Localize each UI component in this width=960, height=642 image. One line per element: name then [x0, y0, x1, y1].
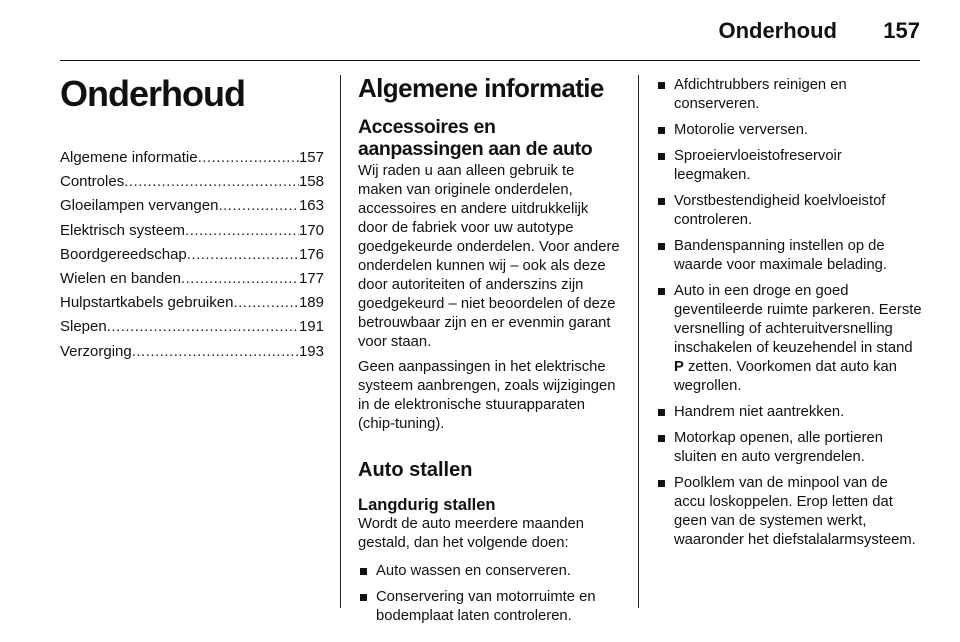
- toc-label: Algemene informatie: [60, 149, 198, 166]
- storage-list-b: [656, 76, 922, 550]
- toc-label: Hulpstartkabels gebruiken: [60, 294, 234, 312]
- storage-subtitle: Langdurig stallen: [358, 496, 496, 514]
- toc-item[interactable]: [60, 267, 324, 291]
- toc-column: [60, 72, 324, 364]
- toc-item[interactable]: [60, 243, 324, 267]
- toc-item[interactable]: [60, 194, 324, 218]
- chapter-title: Onderhoud: [60, 73, 245, 114]
- column-divider-1: [340, 75, 341, 608]
- text-column-2: [358, 72, 622, 633]
- list-item-text: Conservering van motorruimte en bodemplaat laten controleren.: [376, 589, 596, 624]
- toc-page: 170: [298, 221, 324, 239]
- toc-dots: [218, 194, 299, 218]
- page-number: 157: [883, 18, 920, 43]
- toc-page: 158: [298, 173, 324, 191]
- toc-label: Boordgereedschap: [60, 245, 187, 263]
- toc-label: Verzorging: [60, 342, 132, 360]
- list-item: [358, 562, 622, 581]
- list-item-text: Sproeiervloeistofreservoir leegmaken.: [674, 148, 842, 183]
- list-item-text: Auto wassen en conserveren.: [376, 563, 571, 579]
- list-item: [656, 237, 922, 275]
- toc-label: Gloeilampen vervangen: [60, 197, 219, 215]
- list-item: [656, 429, 922, 467]
- storage-title: Auto stallen: [358, 459, 473, 481]
- bullet-square-icon: [360, 594, 367, 601]
- list-item-text: Afdichtrubbers reinigen en conserveren.: [674, 77, 847, 112]
- storage-intro: Wordt de auto meerdere maanden gestald, dan het volgende doen:: [358, 516, 584, 551]
- toc-dots: [198, 146, 299, 170]
- toc-label: Controles: [60, 173, 125, 191]
- bullet-square-icon: [658, 288, 665, 295]
- paragraph: Wij raden u aan alleen gebruik te maken van originele onderdelen, accessoires en andere uitdrukkelijk door de fabriek voor uw autotype goedgekeurde onderdelen. Voor andere onderdelen kunnen wij – ook als deze door autoriteiten of anderszins zijn goedgekeurd – niet beoordelen of deze betrouwbaar zijn en er evenmin garant voor staan.: [358, 163, 620, 350]
- toc-dots: [181, 267, 299, 291]
- toc-item[interactable]: [60, 291, 324, 315]
- table-of-contents: [60, 146, 324, 364]
- toc-page: 157: [298, 149, 324, 166]
- list-item-text: Poolklem van de minpool van de accu loskoppelen. Erop letten dat geen van de systemen werkt, waaronder het diefstalalarmsysteem.: [674, 475, 916, 548]
- toc-label: Slepen: [60, 318, 107, 336]
- toc-page: 189: [298, 294, 324, 312]
- toc-dots: [185, 219, 299, 243]
- text-column-3: [656, 76, 922, 557]
- list-item: [656, 147, 922, 185]
- list-item-text: Vorstbestendigheid koelvloeistof controleren.: [674, 193, 886, 228]
- header-rule: [60, 60, 920, 61]
- bullet-square-icon: [658, 198, 665, 205]
- toc-item[interactable]: [60, 340, 324, 364]
- toc-dots: [124, 170, 299, 194]
- bullet-square-icon: [658, 153, 665, 160]
- toc-item[interactable]: [60, 315, 324, 339]
- bullet-square-icon: [658, 82, 665, 89]
- toc-item[interactable]: [60, 146, 324, 170]
- toc-page: 176: [298, 245, 324, 263]
- list-item-text: Handrem niet aantrekken.: [674, 404, 845, 420]
- bullet-square-icon: [658, 243, 665, 250]
- list-item: [656, 282, 922, 396]
- storage-list-a: [358, 562, 622, 626]
- list-item: [656, 121, 922, 140]
- bullet-square-icon: [658, 435, 665, 442]
- page-header-title: Onderhoud: [718, 18, 837, 43]
- toc-page: 191: [298, 318, 324, 336]
- toc-dots: [187, 243, 299, 267]
- paragraph: Geen aanpassingen in het elektrische systeem aanbrengen, zoals wijzigingen in de elektronische stuurapparaten (chip-tuning).: [358, 359, 616, 432]
- list-item-text: Motorkap openen, alle portieren sluiten en auto vergrendelen.: [674, 430, 883, 465]
- list-item: [656, 403, 922, 422]
- list-item: [358, 588, 622, 626]
- bullet-square-icon: [658, 409, 665, 416]
- list-item-text: Auto in een droge en goed geventileerde ruimte parkeren. Eerste versnelling of achteruitversnelling inschakelen of keuzehendel in stand P zetten. Voorkomen dat auto kan wegrollen.: [674, 283, 922, 394]
- bullet-square-icon: [658, 127, 665, 134]
- list-item: [656, 474, 922, 550]
- section-title: Algemene informatie: [358, 73, 604, 103]
- column-divider-2: [638, 75, 639, 608]
- accessories-heading: Accessoires en aanpassingen aan de auto: [358, 116, 593, 160]
- toc-label: Wielen en banden: [60, 270, 181, 288]
- bullet-square-icon: [360, 568, 367, 575]
- toc-dots: [233, 291, 299, 315]
- list-item: [656, 76, 922, 114]
- list-item-text: Bandenspanning instellen op de waarde voor maximale belading.: [674, 238, 888, 273]
- bullet-square-icon: [658, 480, 665, 487]
- toc-page: 163: [298, 197, 324, 215]
- toc-page: 177: [298, 270, 324, 288]
- toc-item[interactable]: [60, 219, 324, 243]
- list-item-text: Motorolie verversen.: [674, 122, 809, 138]
- list-item: [656, 192, 922, 230]
- toc-label: Elektrisch systeem: [60, 221, 186, 239]
- toc-dots: [132, 340, 299, 364]
- toc-page: 193: [298, 342, 324, 360]
- toc-item[interactable]: [60, 170, 324, 194]
- toc-dots: [107, 315, 299, 339]
